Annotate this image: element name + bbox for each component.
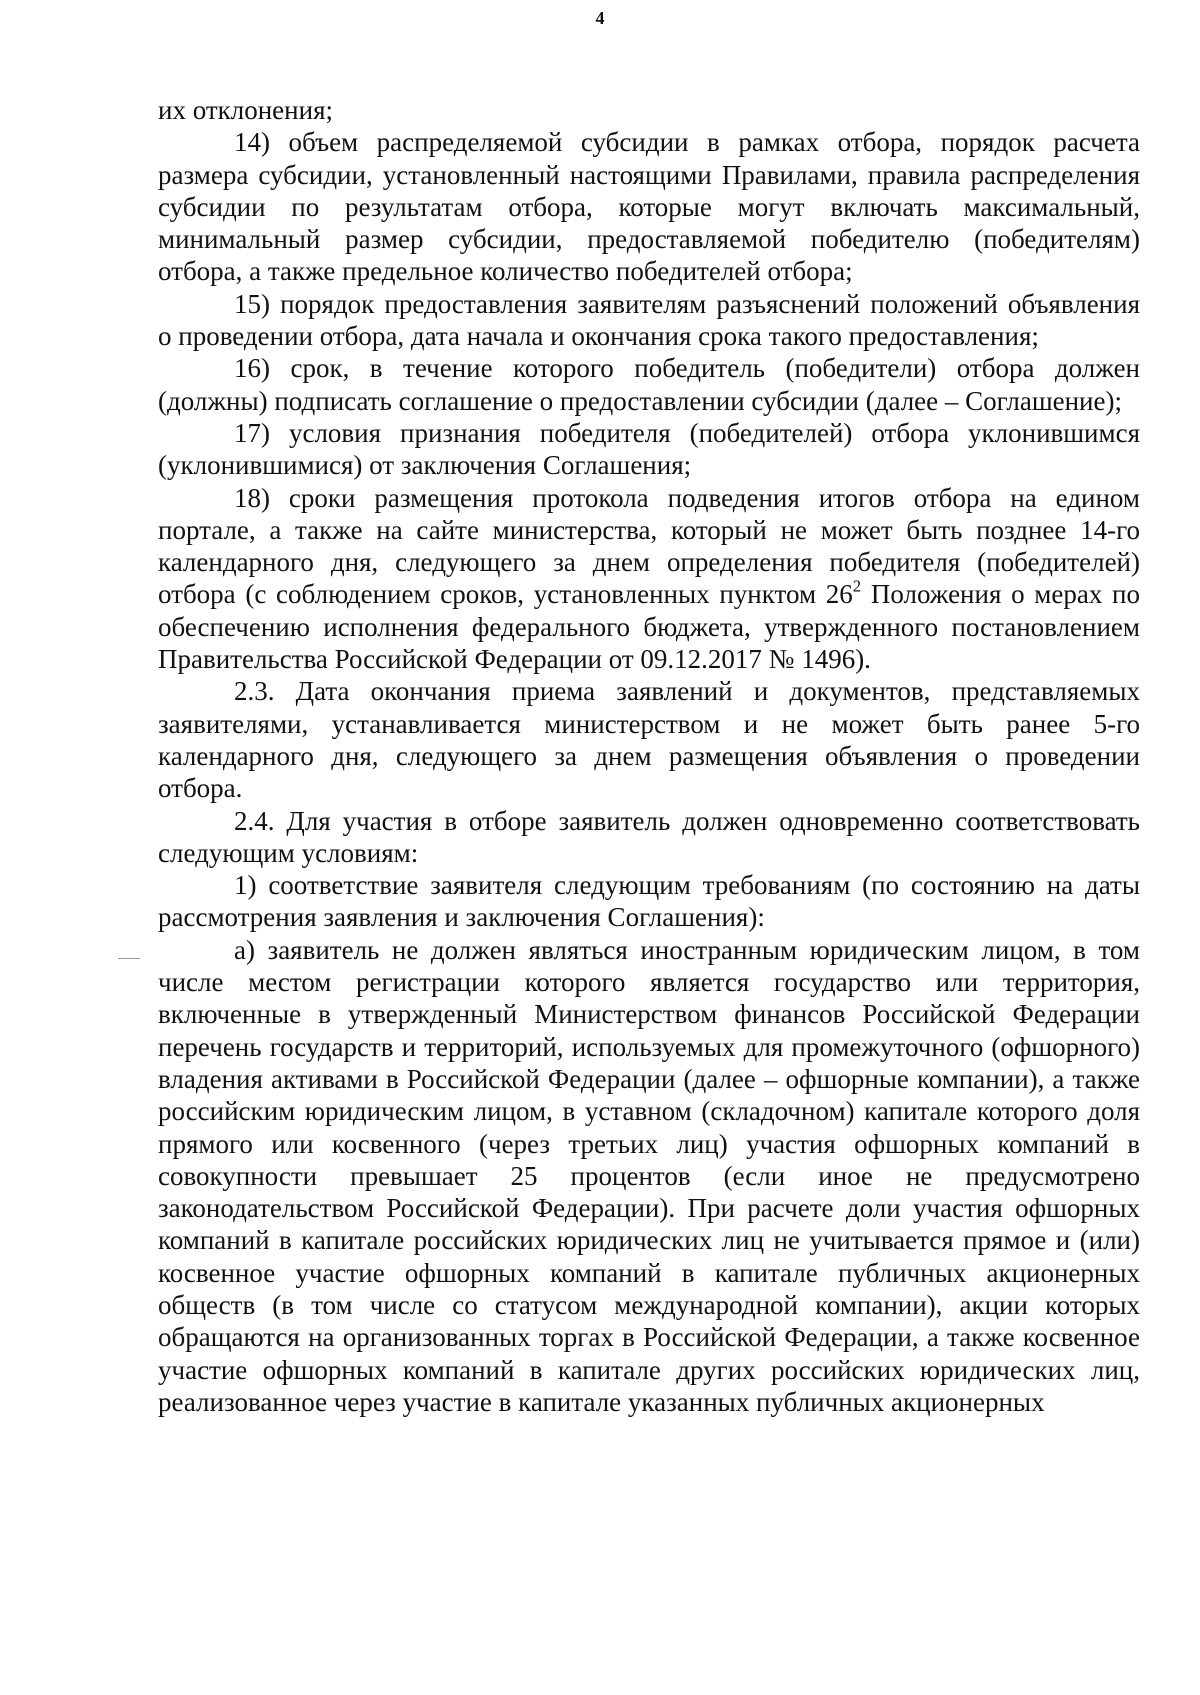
paragraph-condition-a: а) заявитель не должен являться иностранным юридическим лицом, в том числе местом регистрации которого является государство или территория, включенные в утвержденный Министерством финансов Российской Федерации перечень государств и территорий, используемых для промежуточного (офшорного) владения активами в Российской Федерации (далее – офшорные компании), а также российским юридическим лицом, в уставном (складочном) капитале которого доля прямого или косвенного (через третьих лиц) участия офшорных компаний в совокупности превышает 25 процентов (если иное не предусмотрено законодательством Российской Федерации). При расчете доли участия офшорных компаний в капитале российских юридических лиц не учитывается прямое и (или) косвенное участие офшорных компаний в капитале публичных акционерных обществ (в том числе со статусом международной компании), акции которых обращаются на организованных торгах в Российской Федерации, а также косвенное участие офшорных компаний в капитале других российских юридических лиц, реализованное через участие в капитале указанных публичных акционерных (158, 934, 1140, 1417)
paragraph-section-2-4: 2.4. Для участия в отборе заявитель должен одновременно соответствовать следующим условиям: (158, 805, 1140, 868)
paragraph-condition-1: 1) соответствие заявителя следующим требованиям (по состоянию на даты рассмотрения заявления и заключения Соглашения): (158, 870, 1140, 933)
body-text (158, 94, 1140, 1418)
paragraph-continuation: их отклонения; (158, 95, 333, 125)
margin-mark (118, 958, 140, 959)
superscript: 2 (852, 576, 862, 596)
paragraph-section-2-3: 2.3. Дата окончания приема заявлений и документов, представляемых заявителями, устанавливается министерством и не может быть ранее 5-го календарного дня, следующего за днем размещения объявления о проведении отбора. (158, 676, 1140, 804)
paragraph-item-15: 15) порядок предоставления заявителям разъяснений положений объявления о проведении отбора, дата начала и окончания срока такого предоставления; (158, 288, 1140, 352)
paragraph-item-18-text: 18) сроки размещения протокола подведения итогов отбора на едином портале, а также на сайте министерства, который не может быть позднее 14-го календарного дня, следующего за днем определения победителя (победителей) отбора (с соблюдением сроков, установленных пунктом 26 (158, 482, 1140, 610)
paragraph-item-18-continuation: Положения о мерах по обеспечению исполнения федерального бюджета, утвержденного постановлением Правительства Российской Федерации от 09.12.2017 № 1496). (158, 579, 1141, 675)
paragraph-item-18 (158, 482, 1140, 676)
page-number: 4 (595, 8, 605, 28)
paragraph-item-16: 16) срок, в течение которого победитель (победители) отбора должен (должны) подписать соглашение о предоставлении субсидии (далее – Соглашение); (158, 353, 1140, 416)
paragraph-item-14: 14) объем распределяемой субсидии в рамках отбора, порядок расчета размера субсидии, установленный настоящими Правилами, правила распределения субсидии по результатам отбора, которые могут включать максимальный, минимальный размер субсидии, предоставляемой победителю (победителям) отбора, а также предельное количество победителей отбора; (158, 127, 1140, 287)
paragraph-item-17: 17) условия признания победителя (победителей) отбора уклонившимся (уклонившимися) от заключения Соглашения; (158, 417, 1140, 481)
